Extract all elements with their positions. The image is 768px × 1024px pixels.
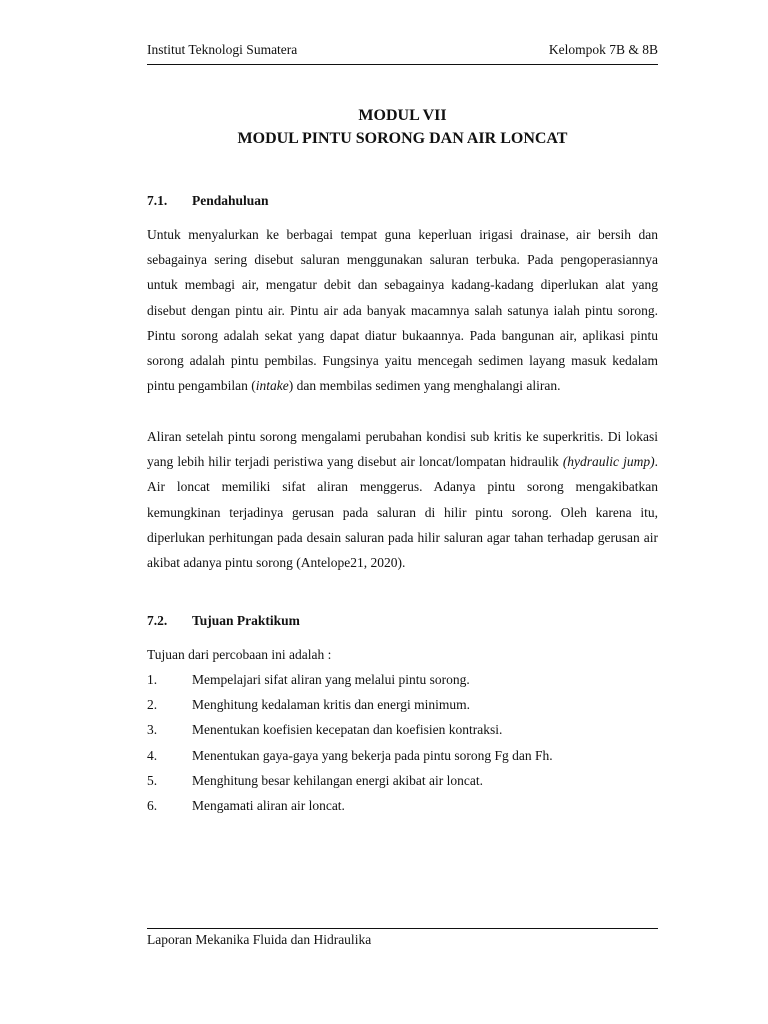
section-number: 7.1. [147,193,168,208]
list-item-number: 6. [147,797,158,813]
page-header [147,42,658,65]
section-heading-tujuan [147,611,658,631]
list-item-number: 1. [147,672,158,687]
section-title: Pendahuluan [192,193,269,208]
list-item-number: 2. [147,697,158,713]
paragraph-text: Aliran setelah pintu sorong mengalami perubahan kondisi sub kritis ke superkritis. Di lokasi yang lebih hilir terjadi peristiwa yang disebut air loncat/lompatan hidraulik [147,429,658,470]
list-item-text: Menghitung besar kehilangan energi akibat air loncat. [192,772,484,788]
module-title [147,104,658,150]
list-item [147,695,658,720]
module-number: MODUL VII [358,107,447,124]
objectives-intro: Tujuan dari percobaan ini adalah : [147,647,332,662]
header-group: Kelompok 7B & 8B [548,42,658,57]
section-heading-pendahuluan [147,191,658,211]
list-item-text: Mempelajari sifat aliran yang melalui pintu sorong. [192,672,470,687]
list-item-text: Mengamati aliran air loncat. [192,797,345,813]
module-name: MODUL PINTU SORONG DAN AIR LONCAT [237,130,568,147]
list-item-text: Menentukan gaya-gaya yang bekerja pada pintu sorong Fg dan Fh. [192,747,553,763]
paragraph-text: Untuk menyalurkan ke berbagai tempat guna keperluan irigasi drainase, air bersih dan sebagainya sering disebut saluran menggunakan saluran terbuka. Pada pengoperasiannya untuk membagi air, mengatur debit dan sebagainya kadang-kadang diperlukan alat yang disebut dengan pintu air. Pintu air ada banyak macamnya salah satunya ialah pintu sorong. Pintu sorong adalah sekat yang dapat diatur bukaannya. Pada bangunan air, aplikasi pintu sorong adalah pintu pembilas. Fungsinya yaitu mencegah sedimen layang masuk kedalam pintu pengambilan ( [147,227,658,394]
section-number: 7.2. [147,613,168,628]
list-item-text: Menentukan koefisien kecepatan dan koefisien kontraksi. [192,722,503,738]
list-item-number: 5. [147,772,158,788]
list-item [147,796,658,821]
footer-report-title: Laporan Mekanika Fluida dan Hidraulika [147,932,372,947]
italic-term: (hydraulic jump) [562,454,655,470]
list-item-number: 3. [147,722,158,738]
list-item [147,670,658,695]
list-item-number: 4. [147,747,158,763]
paragraph-intro-1 [147,222,658,398]
header-institution: Institut Teknologi Sumatera [147,42,298,57]
paragraph-intro-2 [147,424,658,575]
list-item [147,771,658,796]
objectives-list [147,670,658,821]
list-item [147,746,658,771]
page-footer [147,928,658,948]
section-title: Tujuan Praktikum [192,613,300,628]
paragraph-text: . Air loncat memiliki sifat aliran menggerus. Adanya pintu sorong mengakibatkan kemungkinan terjadinya gerusan pada saluran di hilir pintu sorong. Oleh karena itu, diperlukan perhitungan pada desain saluran pada hilir saluran agar tahan terhadap gerusan air akibat adanya pintu sorong (Antelope21, 2020). [147,454,659,571]
list-item [147,720,658,745]
list-item-text: Menghitung kedalaman kritis dan energi minimum. [192,697,470,713]
italic-term: intake [255,378,289,394]
paragraph-text: ) dan membilas sedimen yang menghalangi aliran. [288,378,561,394]
